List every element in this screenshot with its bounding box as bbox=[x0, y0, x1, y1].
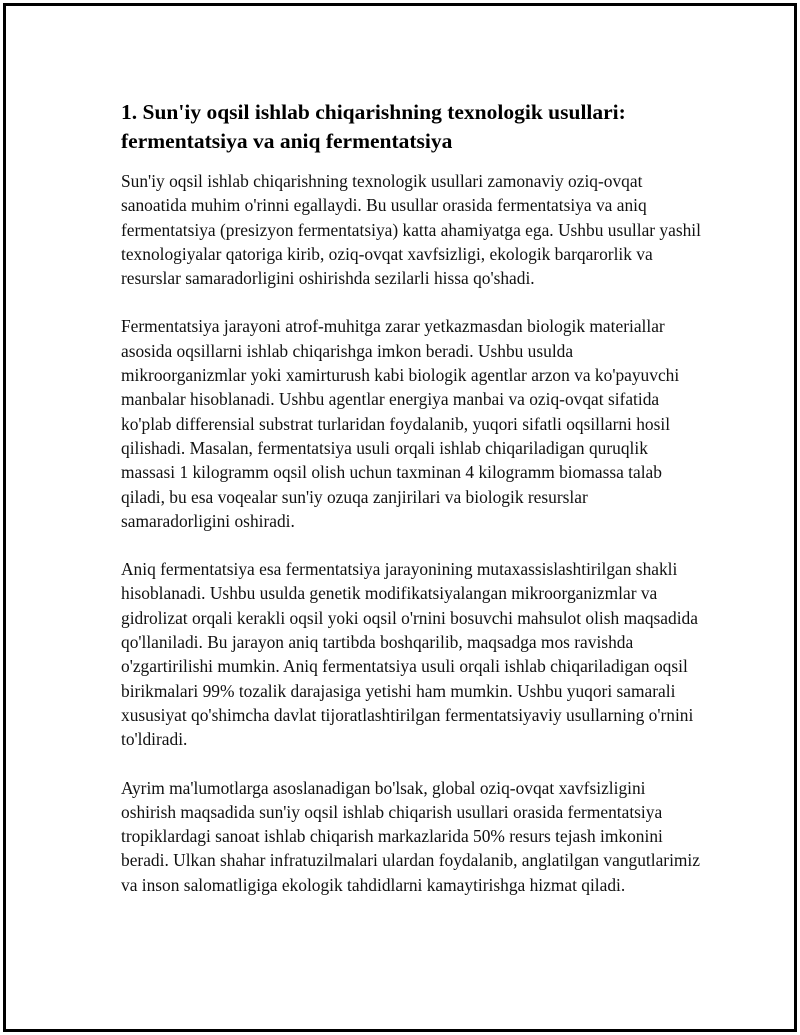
paragraph-fermentation: Fermentatsiya jarayoni atrof-muhitga zarar yetkazmasdan biologik materiallar asosida oqsillarni ishlab chiqarishga imkon beradi. Ushbu usulda mikroorganizmlar yoki xamirturush kabi biologik agentlar arzon va ko'payuvchi manbalar hisoblanadi. Ushbu agentlar energiya manbai va oziq-ovqat sifatida ko'plab differensial substrat turlaridan foydalanib, yuqori sifatli oqsillarni hosil qilishadi. Masalan, fermentatsiya usuli orqali ishlab chiqariladigan quruqlik massasi 1 kilogramm oqsil olish uchun taxminan 4 kilogramm biomassa talab qiladi, bu esa voqealar sun'iy ozuqa zanjirilari va biologik resurslar samaradorligini oshiradi. bbox=[121, 316, 680, 531]
paragraph-intro: Sun'iy oqsil ishlab chiqarishning texnologik usullari zamonaviy oziq-ovqat sanoatida muhim o'rinni egallaydi. Bu usullar orasida fermentatsiya va aniq fermentatsiya (presizyon fermentatsiya) katta ahamiyatga ega. Ushbu usullar yashil texnologiyalar qatoriga kirib, oziq-ovqat xavfsizligi, ekologik barqarorlik va resurslar samaradorligini oshirishda sezilarli hissa qo'shadi. bbox=[121, 171, 701, 289]
paragraph-food-security: Ayrim ma'lumotlarga asoslanadigan bo'lsak, global oziq-ovqat xavfsizligini oshirish maqsadida sun'iy oqsil ishlab chiqarish usullari orasida fermentatsiya tropiklardagi sanoat ishlab chiqarish markazlarida 50% resurs tejash imkonini beradi. Ulkan shahar infratuzilmalari ulardan foydalanib, anglatilgan vangutlarimiz va inson salomatligiga ekologik tahdidlarni kamaytirishga hizmat qiladi. bbox=[121, 777, 700, 895]
section-heading: 1. Sun'iy oqsil ishlab chiqarishning texnologik usullari: fermentatsiya va aniq fermentatsiya bbox=[121, 100, 626, 153]
paragraph-precision-fermentation: Aniq fermentatsiya esa fermentatsiya jarayonining mutaxassislashtirilgan shakli hisoblanadi. Ushbu usulda genetik modifikatsiyalangan mikroorganizmlar va gidrolizat orqali kerakli oqsil yoki oqsil o'rnini bosuvchi mahsulot olish maqsadida qo'llaniladi. Bu jarayon aniq tartibda boshqarilib, maqsadga mos ravishda o'zgartirilishi mumkin. Aniq fermentatsiya usuli orqali ishlab chiqariladigan oqsil birikmalari 99% tozalik darajasiga yetishi ham mumkin. Ushbu yuqori samarali xususiyat qo'shimcha davlat tijoratlashtirilgan fermentatsiyaviy usullarning o'rnini to'ldiradi. bbox=[121, 559, 698, 750]
document-body bbox=[121, 98, 701, 921]
document-page bbox=[3, 3, 797, 1032]
